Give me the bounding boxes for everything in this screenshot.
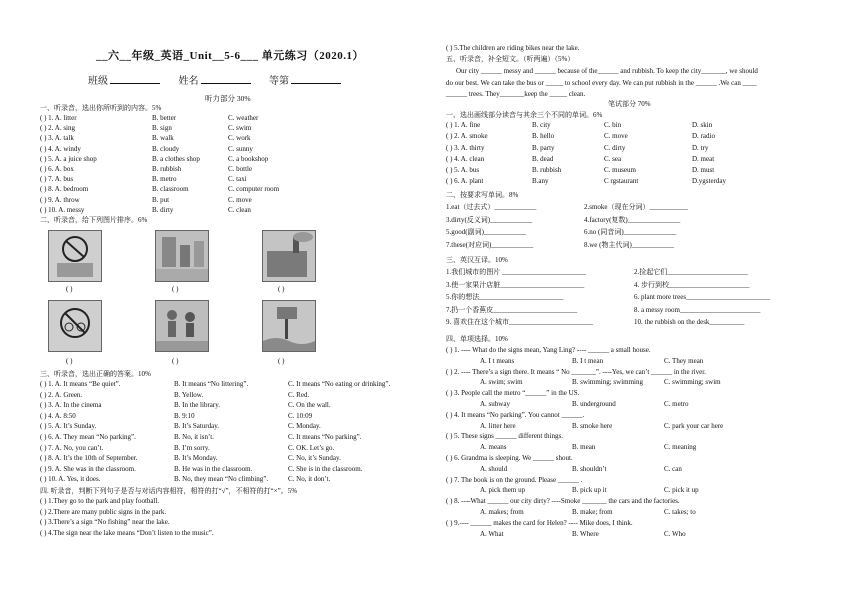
s4-item[interactable]: ( ) 4.The sign near the lake means “Don’t listen to the music”. [40, 528, 214, 537]
w4-option[interactable]: C. swimming; swim [664, 378, 721, 387]
w1-cell: C. move [604, 132, 628, 141]
section3-heading: 三、听录音，选出正确的答案。10% [40, 370, 151, 378]
s3-cell[interactable]: ( ) 4. A. 8:50 [40, 411, 76, 420]
w4-list [446, 347, 774, 541]
picture-no-bikes [48, 300, 102, 352]
s3-cell[interactable]: ( ) 2. A. Green. [40, 390, 83, 399]
w1-cell: B. dead [532, 154, 554, 163]
s1-cell: B. put [152, 195, 170, 204]
s3-cell: B. 9:10 [174, 411, 195, 420]
s1-cell: B. rubbish [152, 164, 182, 173]
w1-cell[interactable]: ( ) 4. A. clean [446, 154, 485, 163]
w1-cell: B. rubbish [532, 166, 562, 175]
s1-cell[interactable]: ( ) 5. A. a juice shop [40, 154, 97, 163]
w3-cell: 2.捡起它们_______________________ [634, 268, 748, 276]
s1-cell: C. a bookshop [228, 154, 269, 163]
w1-cell[interactable]: ( ) 6. A. plant [446, 177, 484, 186]
s1-cell: C. computer room [228, 185, 280, 194]
s1-cell[interactable]: ( ) 1. A. litter [40, 114, 77, 122]
w4-options [446, 466, 774, 477]
s3-cell: B. In the library. [174, 401, 221, 410]
w2-list [446, 204, 734, 254]
s3-row [40, 434, 428, 445]
s1-row [40, 186, 318, 196]
s1-cell: B. better [152, 114, 177, 122]
s1-row [40, 166, 318, 176]
w3-row [446, 294, 794, 307]
s1-cell: C. bottle [228, 164, 253, 173]
s3-cell: B. I’m sorry. [174, 443, 210, 452]
w1-row [446, 178, 762, 189]
w2-cell[interactable]: 3.dirty(反义词)____________ [446, 215, 533, 224]
w4-option[interactable]: C. pick it up [664, 486, 699, 495]
class-label: 班级 [88, 76, 108, 87]
w4-option[interactable]: B. pick up it [572, 486, 607, 495]
picture-answer-4[interactable]: ( ) [66, 357, 73, 365]
w1-cell: C. dirty [604, 143, 626, 152]
s3-cell[interactable]: ( ) 3. A. In the cinema [40, 401, 102, 410]
w4-options [446, 358, 774, 369]
w4-option[interactable]: C. metro [664, 399, 689, 408]
section5-line2: do our best. We can take the bus or _____ to school every day. We can put rubbish in the ______ .We can ____ [446, 79, 757, 87]
s3-cell: C. No, it’s Sunday. [288, 454, 341, 463]
w1-cell: D. must [692, 166, 715, 175]
section4-item5: ( ) 5.The children are riding bikes near the lake. [446, 44, 580, 52]
s3-cell: B. No, it isn’t. [174, 432, 214, 441]
section2-heading: 二、听录音，给下列图片排序。6% [40, 216, 148, 224]
w4-option[interactable]: B. make; from [572, 507, 613, 516]
w4-option[interactable]: C. They mean [664, 356, 704, 365]
s3-cell: B. It’s Saturday. [174, 422, 220, 431]
w4-option[interactable]: A. subway [480, 399, 510, 408]
w1-cell: C. museum [604, 166, 636, 175]
w3-cell: 4. 步行到校_______________________ [634, 280, 750, 289]
w3-cell: 8. a messy room_______________________ [634, 305, 761, 314]
s3-cell: C. She is in the classroom. [288, 464, 363, 473]
s1-cell[interactable]: ( ) 2. A. sing [40, 124, 75, 133]
w1-cell: C. bin [604, 121, 622, 129]
s3-row [40, 402, 428, 413]
picture-people-park [155, 300, 209, 352]
w4-option[interactable]: A. should [480, 464, 508, 473]
w4-option[interactable]: B. underground [572, 399, 616, 408]
w4-option[interactable]: B. mean [572, 443, 596, 452]
s1-row [40, 125, 318, 135]
s3-cell: C. On the wall. [288, 401, 331, 410]
student-info-line [88, 74, 357, 87]
s3-cell: B. He was in the classroom. [174, 464, 253, 473]
s1-cell: B. dirty [152, 205, 174, 214]
section4-heading: 四. 听录音，判断下列句子是否与对话内容相符，相符的打“√”，不相符的打“×”。5% [40, 487, 298, 495]
w1-cell: B.any [532, 177, 549, 186]
s1-cell: B. metro [152, 175, 177, 184]
w4-option[interactable]: C. park your car here [664, 421, 724, 430]
s1-cell: B. cloudy [152, 144, 180, 153]
w4-question[interactable]: ( ) 6. Grandma is sleeping. We ______ shout. [446, 453, 573, 462]
s4-item[interactable]: ( ) 2.There are many public signs in the park. [40, 507, 167, 516]
w1-heading: 一、选出画线部分读音与其余三个不同的单词。6% [446, 111, 603, 119]
w4-question[interactable]: ( ) 4. It means “No parking”. You cannot ______. [446, 410, 585, 419]
w4-option[interactable]: C. can [664, 464, 682, 473]
picture-factory-smoke [262, 230, 316, 282]
w1-cell[interactable]: ( ) 5. A. bus [446, 166, 480, 175]
s1-cell: C. sunny [228, 144, 253, 153]
w3-heading: 三、英汉互译。10% [446, 256, 508, 264]
s3-cell[interactable]: ( ) 9. A. She was in the classroom. [40, 464, 136, 473]
grade-blank[interactable] [291, 74, 341, 84]
w4-options [446, 531, 774, 542]
s1-cell[interactable]: ( ) 3. A. talk [40, 134, 74, 143]
section5-line3: ______ trees. They_______keep the _____ clean. [446, 90, 586, 98]
w2-row [446, 229, 734, 242]
s3-row [40, 413, 428, 424]
section1-list [40, 115, 318, 217]
w4-option[interactable]: B. smoke here [572, 421, 613, 430]
picture-answer-3[interactable]: ( ) [278, 285, 285, 293]
w4-question[interactable]: ( ) 1. ---- What do the signs mean, Yang Ling? ---- ______ a small house. [446, 346, 651, 354]
s3-cell: B. It means “No littering”. [174, 380, 249, 388]
w2-cell: 2.smoke（现在分词）___________ [584, 203, 689, 211]
w4-option[interactable]: A. pick them up [480, 486, 526, 495]
w4-question[interactable]: ( ) 3. People call the metro “______” in the US. [446, 389, 580, 398]
w1-cell: C rgstaurant [604, 177, 639, 186]
s3-row [40, 476, 428, 487]
w2-row [446, 242, 734, 255]
w3-row [446, 319, 794, 332]
s1-cell[interactable]: ( ) 10. A. messy [40, 205, 85, 214]
w4-option[interactable]: A. I t means [480, 356, 515, 365]
picture-lake-sign [262, 300, 316, 352]
listening-part-label: 听力部分 30% [205, 94, 251, 103]
w2-heading: 二、按要求写单词。8% [446, 191, 519, 199]
w1-cell: D. skin [692, 121, 713, 129]
s1-cell: C. move [228, 195, 252, 204]
w3-cell[interactable]: 1.我们城市的图片 ________________________ [446, 268, 586, 276]
w2-cell[interactable]: 7.these(对应词)____________ [446, 240, 534, 249]
s1-cell: C. taxi [228, 175, 247, 184]
picture-street-bins [155, 230, 209, 282]
w4-option[interactable]: A. makes; from [480, 507, 524, 516]
w1-cell: B. hello [532, 132, 555, 141]
section3-list [40, 381, 428, 487]
s1-cell: C. clean [228, 205, 251, 214]
w4-option[interactable]: A. swim; swim [480, 378, 523, 387]
w4-question[interactable]: ( ) 5. These signs ______ different things. [446, 432, 563, 441]
section5-heading: 五、听录音，补全短文。（听两遍）（5%） [446, 55, 575, 63]
w3-row [446, 269, 794, 282]
w3-cell[interactable]: 7.扔一个香蕉皮________________________ [446, 305, 578, 314]
w4-option[interactable]: B. I t mean [572, 356, 604, 365]
w3-cell: 10. the rubbish on the desk__________ [634, 318, 745, 327]
s1-row [40, 115, 318, 125]
s1-cell: C. weather [228, 114, 259, 122]
w2-cell[interactable]: 1.eat（过去式）____________ [446, 203, 537, 211]
s3-cell: C. OK. Let’s go. [288, 443, 335, 452]
picture-answer-5[interactable]: ( ) [172, 357, 179, 365]
w4-option[interactable]: A. What [480, 529, 504, 538]
w2-cell: 4.factory(复数)_______________ [584, 215, 681, 224]
w1-list [446, 122, 762, 190]
s3-cell: B. Yellow. [174, 390, 204, 399]
w1-cell: D. radio [692, 132, 715, 141]
s3-cell: B. No, they mean “No climbing”. [174, 475, 269, 484]
w4-option[interactable]: B. shouldn’t [572, 464, 607, 473]
picture-no-littering [48, 230, 102, 282]
s1-cell: C. swim [228, 124, 252, 133]
w3-cell[interactable]: 3.使一家果汁店脏________________________ [446, 280, 585, 289]
s3-cell: C. Monday. [288, 422, 321, 431]
s1-cell[interactable]: ( ) 9. A. throw [40, 195, 80, 204]
s1-cell: B. classroom [152, 185, 189, 194]
class-blank[interactable] [110, 74, 160, 84]
w4-option[interactable]: C. Who [664, 529, 686, 538]
section4-list [40, 498, 214, 540]
page-title: __六__年级_英语_Unit__5-6___ 单元练习（2020.1） [96, 50, 364, 62]
s3-cell: C. It means “No parking”. [288, 432, 362, 441]
w1-cell: D. meat [692, 154, 715, 163]
w4-option[interactable]: A. means [480, 443, 507, 452]
picture-answer-2[interactable]: ( ) [172, 285, 179, 293]
s3-cell[interactable]: ( ) 1. A. It means “Be quiet”. [40, 380, 121, 388]
s3-cell[interactable]: ( ) 7. A. No, you can’t. [40, 443, 104, 452]
s3-row [40, 381, 428, 392]
w3-cell[interactable]: 5.你的想法________________________ [446, 293, 564, 302]
w1-cell[interactable]: ( ) 2. A. smoke [446, 132, 488, 141]
s4-item[interactable]: ( ) 1.They go to the park and play football. [40, 497, 160, 505]
name-label: 姓名 [178, 76, 199, 87]
s3-cell: C. No, it don’t. [288, 475, 331, 484]
w3-list [446, 269, 794, 332]
w4-option[interactable]: C. takes; to [664, 507, 696, 516]
w1-cell[interactable]: ( ) 1. A. fine [446, 121, 481, 129]
section5-line1: Our city ______ messy and ______ because of the______ and rubbish. To keep the city_______, we should [456, 67, 758, 75]
s3-cell[interactable]: ( ) 6. A. They mean “No parking”. [40, 432, 136, 441]
s3-cell[interactable]: ( ) 10. A. Yes, it does. [40, 475, 101, 484]
w2-cell: 6.no (同音词)_______________ [584, 228, 677, 237]
w1-cell: D.ygsterday [692, 177, 727, 186]
name-blank[interactable] [201, 74, 251, 84]
s4-item[interactable]: ( ) 3.There’s a sign “No fishing” near the lake. [40, 518, 170, 527]
s3-cell: C. It means “No eating or drinking”. [288, 380, 391, 388]
s1-cell: B. a clothes shop [152, 154, 200, 163]
w2-cell: 8.we (物主代词)____________ [584, 240, 674, 249]
picture-answer-1[interactable]: ( ) [66, 285, 73, 293]
w4-heading: 四、单项选择。10% [446, 335, 508, 343]
s1-cell: B. walk [152, 134, 174, 143]
s1-cell[interactable]: ( ) 8. A. bedroom [40, 185, 89, 194]
w4-option[interactable]: C. meaning [664, 443, 697, 452]
s1-cell[interactable]: ( ) 7. A. bus [40, 175, 74, 184]
w1-cell: B. city [532, 121, 551, 129]
w1-cell: B. party [532, 143, 555, 152]
picture-answer-6[interactable]: ( ) [278, 357, 285, 365]
written-part-label: 笔试部分 70% [608, 100, 651, 108]
s3-cell: B. It’s Monday. [174, 454, 218, 463]
section1-heading: 一、听录音，选出你所听到的内容。5% [40, 104, 162, 112]
w4-question[interactable]: ( ) 8. ----What ______ our city dirty? ----Smoke _______ the cars and the factories. [446, 497, 680, 506]
s3-cell: C. 10:09 [288, 411, 313, 420]
w4-option[interactable]: B. swimming; swimming [572, 378, 643, 387]
w4-question[interactable]: ( ) 9.---- ______ makes the card for Helen? ---- Mike does, I think. [446, 518, 633, 527]
w3-cell: 6. plant more trees________________________ [634, 293, 771, 302]
w1-cell: C. sea [604, 154, 622, 163]
w4-question[interactable]: ( ) 7. The book is on the ground. Please ______ . [446, 475, 583, 484]
s1-cell: B. sign [152, 124, 172, 133]
w1-row [446, 133, 762, 144]
s1-cell: C. work [228, 134, 251, 143]
w4-option[interactable]: A. litter here [480, 421, 516, 430]
s1-row [40, 135, 318, 145]
w1-cell[interactable]: ( ) 3. A. thirty [446, 143, 485, 152]
s3-cell[interactable]: ( ) 5. A. It’s Sunday. [40, 422, 97, 431]
w1-cell: D. try [692, 143, 709, 152]
s3-cell: C. Red. [288, 390, 310, 399]
w3-cell[interactable]: 9. 喜欢住在这个城市________________________ [446, 318, 593, 327]
grade-label: 等第 [269, 76, 289, 87]
s3-cell[interactable]: ( ) 8. A. It’s the 10th of September. [40, 454, 138, 463]
s1-cell[interactable]: ( ) 6. A. box [40, 164, 74, 173]
w2-cell[interactable]: 5.good(副词)____________ [446, 228, 526, 237]
s1-cell[interactable]: ( ) 4. A. windy [40, 144, 81, 153]
w4-question[interactable]: ( ) 2. ---- There’s a sign there. It means “ No _______”. ----Yes, we can’t ______ in the river. [446, 367, 706, 376]
w4-option[interactable]: B. Where [572, 529, 599, 538]
w2-row [446, 204, 734, 217]
